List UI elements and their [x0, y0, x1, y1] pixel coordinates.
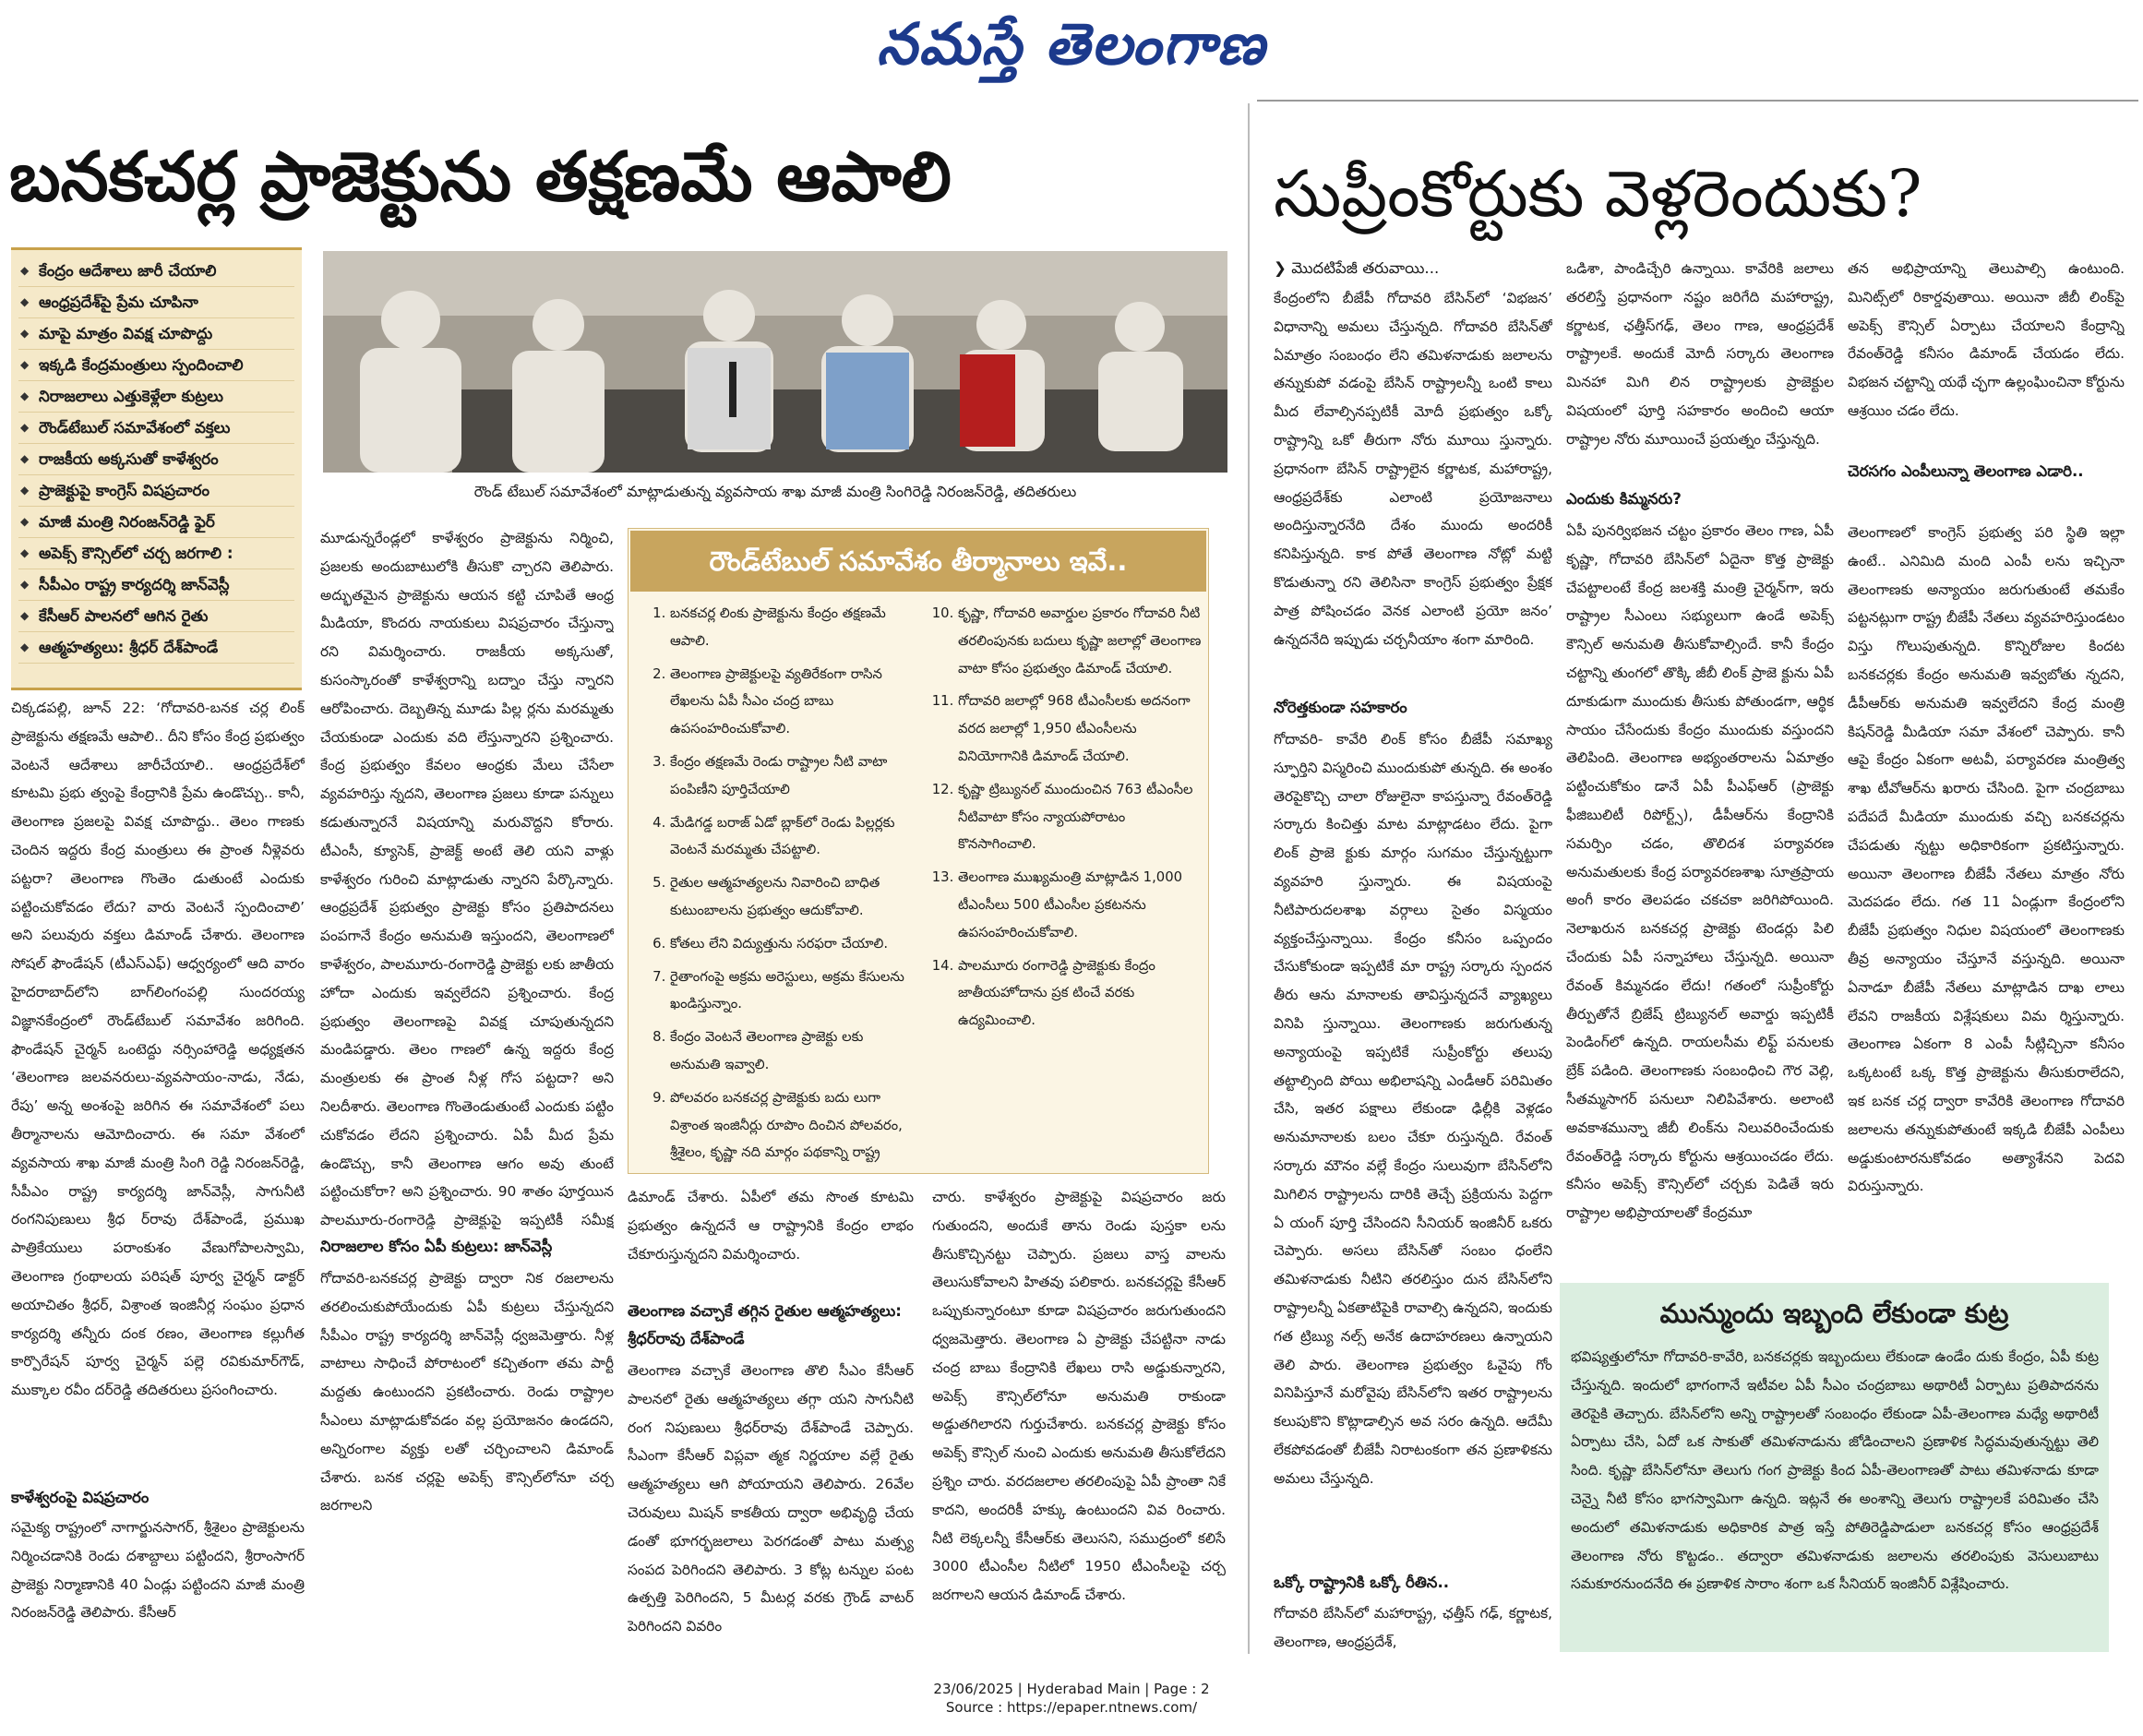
right-col-3-text: తన అభిప్రాయాన్ని తెలుపాల్సి ఉంటుంది. మినిట్స్‌లో రికార్డవుతాయి. అయినా జీబీ లింక్‌పై అపెక్స్ కౌన్సిల్ ఏర్పాటు చేయాలని కేంద్రాన్ని రేవంత్‌రెడ్డి కనీసం డిమాండ్ చేయడం లేదు. విభజన చట్టాన్ని యథే చ్ఛగా ఉల్లంఘించినా కోర్టును ఆశ్రయిం చడం లేదు. [1848, 260, 2125, 419]
kicker-text: మొదటిపేజీ తరువాయి... [1291, 259, 1440, 277]
left-col-3-subhead: తెలంగాణ వచ్చాకే తగ్గిన రైతుల ఆత్మహత్యలు: శ్రీధర్‌రావు దేశ్‌పాండే [628, 1302, 902, 1347]
highlight-item: ◆ ఆత్మహత్యలు: శ్రీధర్ దేశ్‌పాండే [18, 632, 294, 664]
left-col-3-text: డిమాండ్ చేశారు. ఏపీలో తమ సొంత కూటమి ప్రభుత్వం ఉన్నదనే ఆ రాష్ట్రానికి కేంద్రం లాభం చేకూరుస్తున్నదని విమర్శించారు. [628, 1189, 914, 1263]
photo-caption: రౌండ్ టేబుల్ సమావేశంలో మాట్లాడుతున్న వ్యవసాయ శాఖ మాజీ మంత్రి సింగిరెడ్డి నిరంజన్‌రెడ్డి, తదితరులు [473, 483, 1077, 500]
highlights-box [11, 247, 302, 690]
right-col-1 [1274, 284, 1552, 690]
left-col-3-text2: తెలంగాణ వచ్చాకే తెలంగాణ తొలి సీఎం కేసీఆర్ పాలనలో రైతు ఆత్మహత్యలు తగ్గా యని సాగునీటి రంగ నిపుణులు శ్రీధర్‌రావు దేశ్‌పాండే చెప్పారు. సీఎంగా కేసీఆర్ విప్లవా త్మక నిర్ణయాల వల్లే రైతు ఆత్మహత్యలు ఆగి పోయాయని తెలిపారు. 26వేల చెరువులు మిషన్ కాకతీయ ద్వారా అభివృద్ధి చేయ డంతో భూగర్భజలాలు పెరగడంతో పాటు మత్స్య సంపద పెరిగిందని తెలిపారు. 3 కోట్ల టన్నుల పంట ఉత్పత్తి పెరిగిందని, 5 మీటర్ల వరకు గ్రౌండ్ వాటర్ పెరిగిందని వివరిం [628, 1362, 914, 1635]
highlight-item: ◆ అపెక్స్ కౌన్సిల్‌లో చర్చ జరగాలి : [18, 538, 294, 569]
right-col-1-cont [1274, 725, 1552, 1565]
highlight-item: ◆ రాజకీయ అక్కసుతో కాళేశ్వరం [18, 444, 294, 475]
resolution-item: 3. కేంద్రం తక్షణమే రెండు రాష్ట్రాల నీటి వాటా పంపిణీని పూర్తిచేయాలి [670, 748, 916, 804]
highlight-item: ◆ సీపీఎం రాష్ట్ర కార్యదర్శి జాన్‌వెస్లీ [18, 569, 294, 601]
news-photo [323, 251, 1227, 473]
right-col-2 [1566, 255, 1834, 482]
resolution-item: 8. కేంద్రం వెంటనే తెలంగాణ ప్రాజెక్టు లకు అనుమతి ఇవ్వాలి. [670, 1024, 916, 1079]
resolution-item: 12. కృష్ణా ట్రిబ్యునల్ ముందుంచిన 763 టీఎంసీల నీటివాటా కోసం న్యాయపోరాటం కొనసాగించాలి. [958, 776, 1204, 858]
right-col-1-subhead-1: నోరెత్తకుండా సహకారం [1274, 699, 1407, 716]
right-col-1-text2: గోదావరి- కావేరి లింక్ కోసం బీజేపీ సమాఖ్య స్ఫూర్తిని విస్మరించి ముందుకుపో తున్నది. ఈ అంశం తెరపైకొచ్చి చాలా రోజులైనా కాపస్తున్నా రేవంత్‌రెడ్డి సర్కారు కించిత్తు మాట మాట్లాడటం లేదు. పైగా లింక్ ప్రాజె క్టుకు మార్గం సుగమం చేస్తున్నట్టుగా వ్యవహరి స్తున్నారు. ఈ విషయంపై నీటిపారుదలశాఖ వర్గాలు సైతం విస్మయం వ్యక్తంచేస్తున్నాయి. కేంద్రం కనీసం ఒప్పందం చేసుకోకుండా ఇప్పటికే మా రాష్ట్ర సర్కారు స్పందన తీరు ఆను మానాలకు తావిస్తున్నదనే వ్యాఖ్యలు వినిపి స్తున్నాయి. తెలంగాణకు జరుగుతున్న అన్యాయంపై ఇప్పటికే సుప్రీంకోర్టు తలుపు తట్టాల్సింది పోయి అభిలాషన్ని ఎండీఆర్ పరిమితం చేసి, ఇతర పక్షాలు లేకుండా ఢిల్లీకి వెళ్లడం అనుమానాలకు బలం చేకూ రుస్తున్నది. రేవంత్ సర్కారు మౌనం వల్లే కేంద్రం సులువుగా బేసిన్‌లోని మిగిలిన రాష్ట్రాలను దారికి తెచ్చే ప్రక్రియను పెద్దగా ఏ యంగ్ పూర్తి చేసిందని సీనియర్ ఇంజినీర్ ఒకరు చెప్పారు. అసలు బేసిన్‌తో సంబం ధంలేని తమిళనాడుకు నీటిని తరలిస్తుం దున బేసిన్‌లోని రాష్ట్రాలన్నీ ఏకతాటిపైకి రావాల్సి ఉన్నదని, ఇందుకు గత ట్రిబ్యు నల్స్ అనేక ఉదాహరణలు ఉన్నాయని తెలి పారు. తెలంగాణ ప్రభుత్వం ఓవైపు గోం వినిపిస్తూనే మరోవైపు బేసిన్‌లోని ఇతర రాష్ట్రాలను కలుపుకొని కొట్లాడాల్సిన అవ సరం ఉన్నది. ఆదేమీ లేకపోవడంతో బీజేపీ నిరాటంకంగా తన ప్రణాళికను అమలు చేస్తున్నది. [1274, 731, 1552, 1487]
right-col-2-text: ఒడిశా, పాండిచ్చేరి ఉన్నాయి. కావేరికి జలాలు తరలిస్తే ప్రధానంగా నష్టం జరిగేది మహారాష్ట్ర, కర్ణాటక, ఛత్తీస్‌గఢ్, తెలం గాణ, ఆంధ్రప్రదేశ్ రాష్ట్రాలకే. అందుకే మోదీ సర్కారు తెలంగాణ మినహా మిగి లిన రాష్ట్రాలకు ప్రాజెక్టుల విషయంలో పూర్తి సహకారం అందించి ఆయా రాష్ట్రాల నోరు మూయించే ప్రయత్నం చేస్తున్నది. [1566, 260, 1834, 448]
resolution-item: 14. పాలమూరు రంగారెడ్డి ప్రాజెక్టుకు కేంద్రం జాతీయహోదాను ప్రక టించే వరకు ఉద్యమించాలి. [958, 952, 1204, 1035]
left-col-3 [628, 1183, 914, 1294]
masthead-logo: నమస్తే తెలంగాణ [876, 10, 1267, 78]
right-col-2-text2: ఏపీ పునర్విభజన చట్టం ప్రకారం తెలం గాణ, ఏపీ కృష్ణా, గోదావరి బేసిన్‌లో ఏదైనా కొత్త ప్రాజెక్టు చేపట్టాలంటే కేంద్ర జలశక్తి మంత్రి చైర్మన్‌గా, ఇరు రాష్ట్రాల సీఎంలు సభ్యులుగా ఉండే అపెక్స్ కౌన్సిల్ అనుమతి తీసుకోవాల్సిందే. కానీ కేంద్రం చట్టాన్ని తుంగలో తొక్కి జీబీ లింక్ ప్రాజె క్టును ఏపీ దూకుడుగా ముందుకు తీసుకు పోతుండగా, ఆర్థిక సాయం చేసేందుకు కేంద్రం ముందుకు వస్తుందని తెలిపింది. తెలంగాణ అభ్యంతరాలను ఏమాత్రం పట్టించుకోకుం డానే ఏపీ పీఎఫ్ఆర్ (ప్రాజెక్టు ఫీజిబులిటీ రిపోర్ట్స్), డీపీఆర్‌ను కేంద్రానికి సమర్పిం చడం, తొలిదశ పర్యావరణ అనుమతులకు కేంద్ర పర్యావరణశాఖ సూత్రప్రాయ అంగీ కారం తెలపడం చకచకా జరిగిపోయింది. నెలాఖరున బనకచర్ల ప్రాజెక్టు టెండర్లు పిలి చేందుకు ఏపీ సన్నాహాలు చేస్తున్నది. అయినా రేవంత్ కిమ్మనడం లేదు! గతంలో సుప్రీంకోర్టు తీర్పుతోనే బ్రిజేష్ ట్రిబ్యునల్ అవార్డు ఇప్పటికీ పెండింగ్‌లో ఉన్నది. రాయలసీమ లిఫ్ట్ పనులకు బ్రేక్ పడింది. తెలంగాణకు సంబంధించి గౌర వెల్లి, సీతమ్మసాగర్ పనులూ నిలిపివేశారు. అలాంటి అవకాశమున్నా జీబీ లింక్‌ను నిలువరించేందుకు రేవంత్‌రెడ్డి సర్కారు కోర్టును ఆశ్రయించడం లేదు. కనీసం అపెక్స్ కౌన్సిల్‌లో చర్చకు పెడితే ఇరు రాష్ట్రాల అభిప్రాయాలతో కేంద్రమూ [1566, 522, 1834, 1222]
footer-date-edition: 23/06/2025 | Hyderabad Main | Page : 2 [933, 1681, 1210, 1697]
resolutions-title: రౌండ్‌టేబుల్ సమావేశం తీర్మానాలు ఇవే.. [630, 531, 1206, 592]
right-col-1-subhead-2: ఒక్కో రాష్ట్రానికి ఒక్కో రీతిన.. [1274, 1574, 1450, 1591]
left-col-1 [11, 694, 305, 1479]
footer-source-link[interactable]: Source : https://epaper.ntnews.com/ [945, 1699, 1198, 1716]
resolution-item: 9. పోలవరం బనకచర్ల ప్రాజెక్టుకు బదు లుగా విశ్రాంత ఇంజినీర్లు రూపొం దించిన పోలవరం, శ్రీశైలం, కృష్ణా నది మార్గం పథకాన్ని రాష్ట్ర [670, 1084, 916, 1167]
resolutions-list-right [923, 600, 1204, 1167]
resolution-item: 7. రైతాంగంపై అక్రమ అరెస్టులు, అక్రమ కేసులను ఖండిస్తున్నాం. [670, 964, 916, 1019]
left-col-4 [932, 1183, 1226, 1657]
left-col-1-subhead: కాళేశ్వరంపై విషప్రచారం [11, 1489, 150, 1506]
sidebox-body [1571, 1343, 2099, 1647]
highlights-list [18, 256, 294, 664]
sidebox-text: భవిష్యత్తులోనూ గోదావరి-కావేరి, బనకచర్లకు ఇబ్బందులు లేకుండా ఉండేం దుకు కేంద్రం, ఏపీ కుట్ర చేస్తున్నది. ఇందులో భాగంగానే ఇటీవల ఏపీ సీఎం చంద్రబాబు అథారిటీ ఏర్పాటు ప్రతిపాదనను తెరపైకి తెచ్చారు. బేసిన్‌లోని అన్ని రాష్ట్రాలతో సంబంధం లేకుండా ఏపీ-తెలంగాణ మధ్యే అథారిటీ ఏర్పాటు చేసి, ఏదో ఒక సాకుతో తమిళనాడును జోడించాలని ప్రణాళిక సిద్ధమవుతున్నట్టు తెలి సింది. కృష్ణా బేసిన్‌లోనూ తెలుగు గంగ ప్రాజెక్టు కింద ఏపీ-తెలంగాణతో పాటు తమిళనాడు కూడా చెన్నై నీటి కోసం భాగస్వామిగా ఉన్నది. ఇట్లనే ఈ అంశాన్ని తెలుగు రాష్ట్రాలకే పరిమితం చేసి అందులో తమిళనాడుకు అధికారిక పాత్ర ఇస్తే పోతిరెడ్డిపాడులా బనకచర్ల కోసం ఆంధ్రప్రదేశ్ తెలంగాణ నోరు కొట్టడం.. తద్వారా తమిళనాడుకు జలాలను తరలింపుకు వెసులుబాటు సమకూరనుందనేది ఈ ప్రణాళిక సారాం శంగా ఒక సీనియర్ ఇంజినీర్ విశ్లేషించారు. [1571, 1348, 2099, 1593]
highlight-item: ◆ నిరాజలాలు ఎత్తుకెళ్లేలా కుట్రలు [18, 381, 294, 413]
left-col-2-text: మూడున్నరేండ్లలో కాళేశ్వరం ప్రాజెక్టును నిర్మించి, ప్రజలకు అందుబాటులోకి తీసుకొ చ్చారని తెలిపారు. అద్భుతమైన ప్రాజెక్టును ఆయన కట్టి చూపితే ఆంధ్ర మీడియా, కొందరు నాయకులు విషప్రచారం చేస్తున్నా రని విమర్శించారు. రాజకీయ అక్కసుతో, కుసంస్కారంతో కాళేశ్వరాన్ని బద్నాం చేస్తు న్నారని ఆరోపించారు. దెబ్బతిన్న మూడు పిల్ల ర్లను మరమ్మతు చేయకుండా ఎందుకు వది లేస్తున్నారని ప్రశ్నించారు. కేంద్ర ప్రభుత్వం కేవలం ఆంధ్రకు మేలు చేసేలా వ్యవహరిస్తు న్నదని, తెలంగాణ ప్రజలు కూడా పన్నులు కడుతున్నారనే విషయాన్ని మరువొద్దని కోరారు. టీఎంసీ, క్యూసెక్, ప్రాజెక్ట్ అంటే తెలి యని వాళ్లు కాళేశ్వరం గురించి మాట్లాడుతు న్నారని పేర్కొన్నారు. ఆంధ్రప్రదేశ్ ప్రభుత్వం ప్రాజెక్టు కోసం ప్రతిపాదనలు పంపగానే కేంద్రం అనుమతి ఇస్తుందని, తెలంగాణలో కాళేశ్వరం, పాలమూరు-రంగారెడ్డి ప్రాజెక్టు లకు జాతీయ హోదా ఎందుకు ఇవ్వలేదని ప్రశ్నించారు. కేంద్ర ప్రభుత్వం తెలంగాణపై వివక్ష చూపుతున్నదని మండిపడ్డారు. తెలం గాణలో ఉన్న ఇద్దరు కేంద్ర మంత్రులకు ఈ ప్రాంత నీళ్ల గోస పట్టదా? అని నిలదీశారు. తెలంగాణ గొంతెండుతుంటే ఎందుకు పట్టిం చుకోవడం లేదని ప్రశ్నించారు. ఏపీ మీద ప్రేమ ఉండొచ్చు, కానీ తెలంగాణ ఆగం అవు తుంటే పట్టించుకోరా? అని ప్రశ్నించారు. 90 శాతం పూర్తయిన పాలమూరు-రంగారెడ్డి ప్రాజెక్టుపై ఇప్పటికీ సమీక్ష [320, 530, 614, 1229]
right-col-3-cont [1848, 519, 2125, 1274]
left-col-1-cont [11, 1514, 305, 1657]
right-col-1-text3: గోదావరి బేసిన్‌లో మహారాష్ట్ర, ఛత్తీస్ గఢ్, కర్ణాటక, తెలంగాణ, ఆంధ్రప్రదేశ్, [1274, 1605, 1552, 1650]
left-col-2 [320, 524, 614, 1229]
page-footer [0, 1680, 2143, 1717]
highlight-item: ◆ కేసీఆర్ పాలనలో ఆగిన రైతు [18, 601, 294, 632]
resolution-item: 10. కృష్ణా, గోదావరి అవార్డుల ప్రకారం గోదావరి నీటి తరలింపునకు బదులు కృష్ణా జలాల్లో తెలంగాణ వాటా కోసం ప్రభుత్వం డిమాండ్ చేయాలి. [958, 600, 1204, 682]
highlight-item: ◆ మాజీ మంత్రి నిరంజన్‌రెడ్డి ఫైర్ [18, 507, 294, 538]
highlight-item: ◆ ఇక్కడి కేంద్రమంత్రులు స్పందించాలి [18, 350, 294, 381]
right-col-1-text: కేంద్రంలోని బీజేపీ గోదావరి బేసిన్‌లో ‘విభజన’ విధానాన్ని అమలు చేస్తున్నది. గోదావరి బేసిన్‌తో ఏమాత్రం సంబంధం లేని తమిళనాడుకు జలాలను తన్నుకుపో వడంపై బేసిన్ రాష్ట్రాలన్నీ ఒంటి కాలు మీద లేవాల్సినప్పటికీ మోదీ ప్రభుత్వం ఒక్కో రాష్ట్రాన్ని ఒకో తీరుగా నోరు మూయి స్తున్నారు. ప్రధానంగా బేసిన్ రాష్ట్రాలైన కర్ణాటక, మహారాష్ట్ర, ఆంధ్రప్రదేశ్‌కు ఎలాంటి ప్రయోజనాలు అందిస్తున్నారనేది దేశం ముందు అందరికీ కనిపిస్తున్నది. కాక పోతే తెలంగాణ నోట్లో మట్టి కొడుతున్నా రని తెలిసినా కాంగ్రెస్ ప్రభుత్వం ప్రేక్షక పాత్ర పోషించడం వెనక ఎలాంటి ప్రయో జనం’ ఉన్నదనేది ఇప్పుడు చర్చనీయాం శంగా మారింది. [1274, 290, 1552, 648]
photo-illustration [323, 251, 1227, 473]
resolution-item: 1. బనకచర్ల లింకు ప్రాజెక్టును కేంద్రం తక్షణమే ఆపాలి. [670, 600, 916, 655]
resolution-item: 11. గోదావరి జలాల్లో 968 టీఎంసీలకు అదనంగా వరద జలాల్లో 1,950 టీఎంసీలను వినియోగానికి డిమాండ్ చేయాలి. [958, 688, 1204, 770]
right-col-3-text2: తెలంగాణలో కాంగ్రెస్ ప్రభుత్వ పరి స్థితి ఇల్లా ఉంటే.. ఎనిమిది మంది ఎంపీ లను ఇచ్చినా తెలంగాణకు అన్యాయం జరుగుతుంటే తమకేం పట్టనట్లుగా రాష్ట్ర బీజేపీ నేతలు వ్యవహరిస్తుండటం విస్తు గొలుపుతున్నది. కొన్నిరోజుల కిందట బనకచర్లకు కేంద్రం అనుమతి ఇవ్వబోతు న్నదని, డీపీఆర్‌కు అనుమతి ఇవ్వలేదని కేంద్ర మంత్రి కిషన్‌రెడ్డి మీడియా సమా వేశంలో చెప్పారు. కానీ ఆపై కేంద్రం ఏకంగా అటవీ, పర్యావరణ మంత్రిత్వ శాఖ టీవోఆర్‌ను ఖరారు చేసింది. పైగా చంద్రబాబు పదేపదే మీడియా ముందుకు వచ్చి బనకచర్లను చేపడుతు న్నట్టు అధికారికంగా ప్రకటిస్తున్నారు. అయినా తెలంగాణ బీజేపీ నేతలు మాత్రం నోరు మెదపడం లేదు. గత 11 ఏండ్లుగా కేంద్రంలోని బీజేపీ ప్రభుత్వం నిధుల విషయంలో తెలంగాణకు తీవ్ర అన్యాయం చేస్తూనే వస్తున్నది. అయినా ఏనాడూ బీజేపీ నేతలు మాట్లాడిన దాఖ లాలు లేవని రాజకీయ విశ్లేషకులు విమ ర్శిస్తున్నారు. తెలంగాణ ఏకంగా 8 ఎంపీ సీట్లిచ్చినా కనీసం ఒక్కటంటే ఒక్క కొత్త ప్రాజెక్టును తీసుకురాలేదని, ఇక బనక చర్ల ద్వారా కావేరికి తెలంగాణ గోదావరి జలాలను తన్నుకుపోతుంటే ఇక్కడి బీజేపీ ఎంపీలు అడ్డుకుంటారనుకోవడం అత్యాశేనని పెదవి విరుస్తున్నారు. [1848, 524, 2125, 1195]
highlight-item: ◆ కేంద్రం ఆదేశాలు జారీ చేయాలి [18, 256, 294, 287]
highlight-item: ◆ ప్రాజెక్టుపై కాంగ్రెస్ విషప్రచారం [18, 475, 294, 507]
kicker-label [1274, 255, 1550, 282]
left-col-2-subhead: నిరాజలాల కోసం ఏపీ కుట్రలు: జాన్‌వెస్లీ [320, 1238, 553, 1255]
sidebox-title: మున్ముందు ఇబ్బంది లేకుండా కుట్ర [1659, 1298, 2009, 1329]
right-col-3-subhead-1: చెరసగం ఎంపీలున్నా తెలంగాణ ఎడారి.. [1848, 462, 2084, 480]
column-divider [1248, 103, 1250, 1654]
left-col-1-text2: సమైక్య రాష్ట్రంలో నాగార్జునసాగర్, శ్రీశైలం ప్రాజెక్టులను నిర్మించడానికి రెండు దశాబ్దాలు పట్టిందని, శ్రీరాంసాగర్ ప్రాజెక్టు నిర్మాణానికి 40 ఏండ్లు పట్టిందని మాజీ మంత్రి నిరంజన్‌రెడ్డి తెలిపారు. కేసీఆర్ [11, 1519, 305, 1622]
right-story-rule [1257, 100, 2138, 102]
resolution-item: 5. రైతుల ఆత్మహత్యలను నివారించి బాధిత కుటుంబాలను ప్రభుత్వం ఆదుకోవాలి. [670, 869, 916, 925]
right-col-2-cont [1566, 517, 1834, 1274]
left-headline: బనకచర్ల ప్రాజెక్టును తక్షణమే ఆపాలి [9, 138, 952, 217]
right-headline: సుప్రీంకోర్టుకు వెళ్లరెందుకు? [1274, 156, 1922, 232]
right-col-2-subhead-1: ఎందుకు కిమ్మనరు? [1566, 490, 1682, 508]
resolution-item: 2. తెలంగాణ ప్రాజెక్టులపై వ్యతిరేకంగా రాసిన లేఖలను ఏపీ సీఎం చంద్ర బాబు ఉపసంహరించుకోవాలి. [670, 661, 916, 743]
resolution-item: 4. మేడిగడ్డ బరాజ్ ఏడో బ్లాక్‌లో రెండు పిల్లర్లకు వెంటనే మరమ్మతు చేపట్టాలి. [670, 809, 916, 865]
highlight-item: ◆ రౌండ్‌టేబుల్ సమావేశంలో వక్తలు [18, 413, 294, 444]
resolution-item: 6. కోతలు లేని విద్యుత్తును సరఫరా చేయాలి. [670, 930, 916, 958]
resolution-item: 13. తెలంగాణ ముఖ్యమంత్రి మాట్లాడిన 1,000 టీఎంసీలు 500 టీఎంసీల ప్రకటనను ఉపసంహరించుకోవాలి. [958, 864, 1204, 946]
resolutions-list-left [635, 600, 916, 1167]
highlight-item: ◆ ఆంధ్రప్రదేశ్‌పై ప్రేమ చూపినా [18, 287, 294, 318]
left-col-2-cont [320, 1264, 614, 1657]
highlight-item: ◆ మాపై మాత్రం వివక్ష చూపొద్దు [18, 318, 294, 350]
left-col-3-cont [628, 1357, 914, 1657]
left-col-4-text: చారు. కాళేశ్వరం ప్రాజెక్టుపై విషప్రచారం జరు గుతుందని, అందుకే తాను రెండు పుస్తకా లను తీసుకొచ్చినట్టు చెప్పారు. ప్రజలు వాస్త వాలను తెలుసుకోవాలని హితవు పలికారు. బనకచర్లపై కేసీఆర్ ఒప్పుకున్నారంటూ కూడా విషప్రచారం జరుగుతుందని ధ్వజమెత్తారు. తెలంగాణ ఏ ప్రాజెక్టు చేపట్టినా నాడు చంద్ర బాబు కేంద్రానికి లేఖలు రాసి అడ్డుకున్నారని, అపెక్స్ కౌన్సిల్‌లోనూ అనుమతి రాకుండా అడ్డుతగిలారని గుర్తుచేశారు. బనకచర్ల ప్రాజెక్టు కోసం అపెక్స్ కౌన్సిల్ నుంచి ఎందుకు అనుమతి తీసుకోలేదని ప్రశ్నిం చారు. వరదజలాల తరలింపుపై ఏపీ ప్రాంతా నికే కాదని, అందరికీ హక్కు ఉంటుందని వివ రించారు. నీటి లెక్కలన్నీ కేసీఆర్‌కు తెలుసని, సముద్రంలో కలిసే 3000 టీఎంసీల నీటిలో 1950 టీఎంసీలపై చర్చ జరగాలని ఆయన డిమాండ్ చేశారు. [932, 1189, 1226, 1604]
right-col-3 [1848, 255, 2125, 454]
kicker-arrow-icon: ❯ [1274, 259, 1292, 277]
left-col-2-text2: గోదావరి-బనకచర్ల ప్రాజెక్టు ద్వారా నిక రజలాలను తరలించుకుపోయేందుకు ఏపీ కుట్రలు చేస్తున్నదని సీపీఎం రాష్ట్ర కార్యదర్శి జాన్‌వెస్లీ ధ్వజమెత్తారు. నీళ్ల వాటాలు సాధించే పోరాటంలో కచ్చితంగా తమ పార్టీ మద్దతు ఉంటుందని ప్రకటించారు. రెండు రాష్ట్రాల సీఎంలు మాట్లాడుకోవడం వల్ల ప్రయోజనం ఉండదని, అన్నిరంగాల వ్యక్తు లతో చర్చించాలని డిమాండ్ చేశారు. బనక చర్లపై అపెక్స్ కౌన్సిల్‌లోనూ చర్చ జరగాలని [320, 1270, 614, 1515]
left-col-1-text: చిక్కడపల్లి, జూన్ 22: ‘గోదావరి-బనక చర్ల లింక్ ప్రాజెక్టును తక్షణమే ఆపాలి.. దీని కోసం కేంద్ర ప్రభుత్వం వెంటనే ఆదేశాలు జారీచేయాలి.. ఆంధ్రప్రదేశ్‌లో కూటమి ప్రభు త్వంపై కేంద్రానికి ప్రేమ ఉండొచ్చు.. కానీ, తెలంగాణ ప్రజలపై వివక్ష చూపొద్దు.. తెలం గాణకు చెందిన ఇద్దరు కేంద్ర మంత్రులు ఈ ప్రాంత నీళ్లెవరు పట్టరా? తెలంగాణ గొంతెం డుతుంటే ఎందుకు పట్టించుకోవడం లేదు? వారు వెంటనే స్పందించాలి’ అని పలువురు వక్తలు డిమాండ్ చేశారు. తెలంగాణ సోషల్ ఫౌండేషన్ (టీఎస్‌ఎఫ్) ఆధ్వర్యంలో ఆది వారం హైదరాబాద్‌లోని బాగ్‌లింగంపల్లి సుందరయ్య విజ్ఞానకేంద్రంలో రౌండ్‌టేబుల్ సమావేశం జరిగింది. ఫౌండేషన్ చైర్మన్ ఒంటెద్దు నర్సింహారెడ్డి అధ్యక్షతన ‘తెలంగాణ జలవనరులు-వ్యవసాయం-నాడు, నేడు, రేపు’ అన్న అంశంపై జరిగిన ఈ సమావేశంలో పలు తీర్మానాలను ఆమోదించారు. ఈ సమా వేశంలో వ్యవసాయ శాఖ మాజీ మంత్రి సింగి రెడ్డి నిరంజన్‌రెడ్డి, సీపీఎం రాష్ట్ర కార్యదర్శి జాన్‌వెస్లీ, సాగునీటి రంగనిపుణులు శ్రీధ ర్‌రావు దేశ్‌పాండే, ప్రముఖ పాత్రికేయులు పరాంకుశం వేణుగోపాలస్వామి, తెలంగాణ గ్రంథాలయ పరిషత్ పూర్వ చైర్మన్ డాక్టర్ అయాచితం శ్రీధర్, విశ్రాంత ఇంజినీర్ల సంఘం ప్రధాన కార్యదర్శి తన్నీరు దంక రణం, తెలంగాణ కల్లుగీత కార్పొరేషన్ పూర్వ చైర్మన్ పల్లె రవికుమార్‌గౌడ్, ముక్కాల రవీం దర్‌రెడ్డి తదితరులు ప్రసంగించారు. [11, 700, 305, 1399]
right-col-1-end [1274, 1599, 1552, 1657]
